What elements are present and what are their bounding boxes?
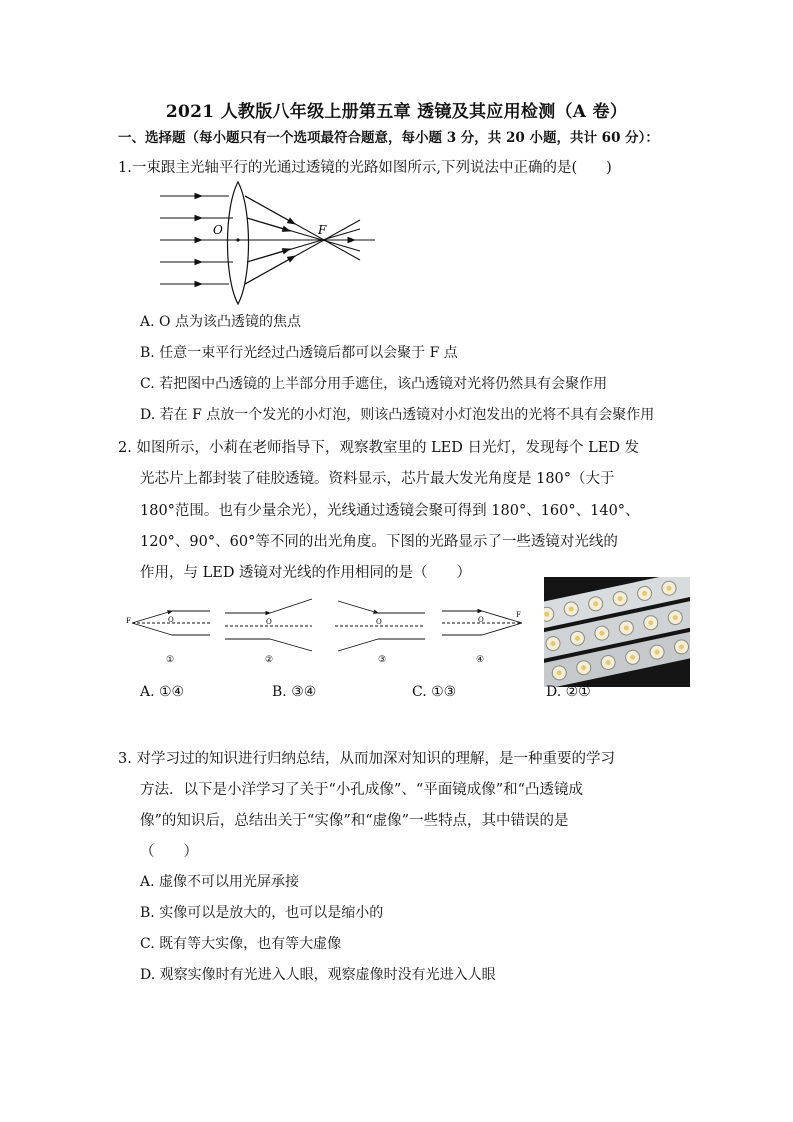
document-title: 2021 人教版八年级上册第五章 透镜及其应用检测（A 卷） bbox=[165, 102, 628, 122]
q1-option-b[interactable]: B. 任意一束平行光经过凸透镜后都可以会聚于 F 点 bbox=[140, 345, 458, 361]
diagram-3 bbox=[335, 601, 425, 651]
question-2-line-2: 光芯片上都封装了硅胶透镜。资料显示，芯片最大发光角度是 180°（大于 bbox=[140, 471, 615, 487]
q3-option-d[interactable]: D. 观察实像时有光进入人眼，观察虚像时没有光进入人眼 bbox=[140, 967, 496, 983]
question-3-line-4: （ ） bbox=[140, 844, 198, 860]
convex-lens bbox=[228, 182, 249, 304]
q1-option-a[interactable]: A. O 点为该凸透镜的焦点 bbox=[140, 314, 301, 330]
label-o: O bbox=[213, 223, 223, 237]
diagram-4-o-label: O bbox=[478, 616, 484, 624]
diagram-2-number: ② bbox=[265, 655, 274, 665]
question-1-stem: 1.一束跟主光轴平行的光通过透镜的光路如图所示,下列说法中正确的是( ) bbox=[118, 160, 612, 176]
question-2-line-5: 作用，与 LED 透镜对光线的作用相同的是（ ） bbox=[140, 565, 472, 581]
question-3-line-2: 方法．以下是小洋学习了关于“小孔成像”、“平面镜成像”和“凸透镜成 bbox=[140, 782, 584, 798]
q1-option-c[interactable]: C. 若把图中凸透镜的上半部分用手遮住，该凸透镜对光将仍然具有会聚作用 bbox=[140, 376, 608, 392]
q3-option-a[interactable]: A. 虚像不可以用光屏承接 bbox=[140, 874, 300, 890]
diagram-4-f-label: F bbox=[516, 611, 521, 619]
diagram-4-number: ④ bbox=[476, 655, 485, 665]
section-heading: 一、选择题（每小题只有一个选项最符合题意，每小题 3 分，共 20 小题，共计 60 分）： bbox=[118, 130, 659, 146]
question-2-line-1: 2. 如图所示，小莉在老师指导下，观察教室里的 LED 日光灯，发现每个 LED 发 bbox=[118, 440, 640, 456]
question-2-line-4: 120°、90°、60°等不同的出光角度。下图的光路显示了一些透镜对光线的 bbox=[140, 534, 618, 550]
diagram-1-number: ① bbox=[166, 655, 175, 665]
q2-option-d[interactable]: D. ②① bbox=[546, 684, 591, 700]
question-3-line-3: 像”的知识后，总结出关于“实像”和“虚像”一些特点，其中错误的是 bbox=[140, 813, 569, 829]
diagram-2-o-label: O bbox=[266, 618, 272, 626]
q3-option-c[interactable]: C. 既有等大实像，也有等大虚像 bbox=[140, 936, 342, 952]
diagram-3-o-label: O bbox=[376, 618, 382, 626]
q1-convex-lens-diagram bbox=[155, 178, 380, 308]
led-strip-photo bbox=[544, 577, 690, 687]
q2-option-c[interactable]: C. ①③ bbox=[412, 684, 457, 700]
question-3-line-1: 3. 对学习过的知识进行归纳总结，从而加深对知识的理解，是一种重要的学习 bbox=[118, 751, 615, 767]
diagram-1-f-label: F bbox=[126, 617, 131, 625]
q2-option-b[interactable]: B. ③④ bbox=[272, 684, 317, 700]
q2-option-a[interactable]: A. ①④ bbox=[140, 684, 185, 700]
diagram-1-o-label: O bbox=[168, 616, 174, 624]
question-2-line-3: 180°范围。也有少量余光），光线通过透镜会聚可得到 180°、160°、140°、 bbox=[140, 503, 640, 519]
q3-option-b[interactable]: B. 实像可以是放大的，也可以是缩小的 bbox=[140, 905, 384, 921]
label-f: F bbox=[318, 223, 327, 237]
q1-option-d[interactable]: D. 若在 F 点放一个发光的小灯泡，则该凸透镜对小灯泡发出的光将不具有会聚作用 bbox=[140, 407, 655, 423]
q2-ray-diagrams bbox=[120, 593, 530, 668]
diagram-3-number: ③ bbox=[378, 655, 387, 665]
